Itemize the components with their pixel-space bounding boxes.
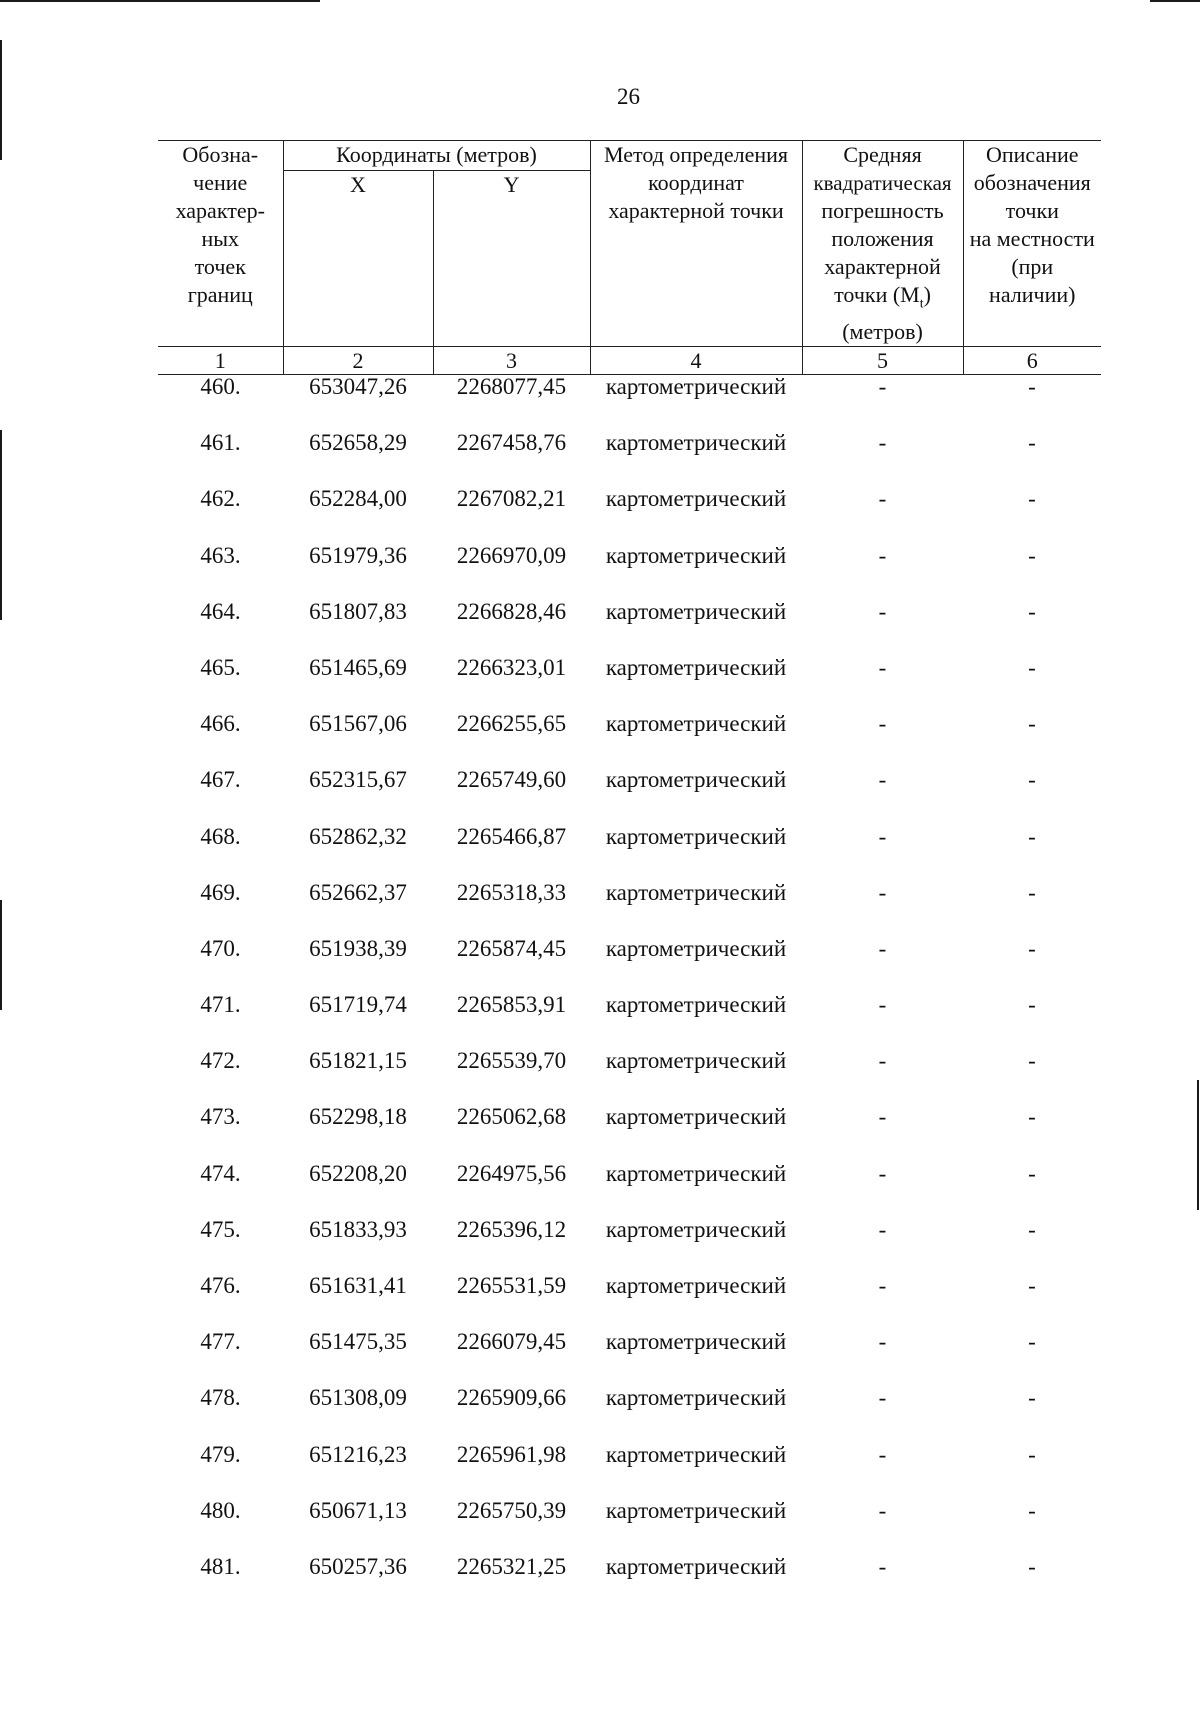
coord-x: 651631,41: [309, 1273, 407, 1298]
column-number-1: 1: [158, 347, 283, 375]
mean-error: -: [878, 935, 887, 961]
description: -: [1028, 1048, 1036, 1074]
coord-y: 2268077,45: [456, 374, 567, 399]
method: картометрический: [605, 654, 787, 680]
coord-x: 651938,39: [309, 935, 407, 961]
coord-y: 2265961,98: [456, 1441, 567, 1467]
description: -: [1028, 1385, 1036, 1411]
point-id: 475.: [200, 1216, 241, 1242]
table-row: [158, 814, 1101, 870]
table-row: [158, 757, 1101, 813]
header-mean-error: Средняя квадратическая погрешность положения характерной точки $(M_t)$ (метров): [802, 141, 963, 347]
coord-y: 2265909,66: [456, 1385, 567, 1411]
point-id: 467.: [200, 767, 241, 793]
point-id: 464.: [200, 598, 241, 624]
table-row: [158, 1544, 1101, 1600]
column-number-2: 2: [283, 347, 433, 375]
mean-error: -: [878, 1385, 887, 1411]
coord-y: 2265749,60: [456, 767, 567, 793]
header-x: X: [283, 171, 433, 347]
mean-error: -: [878, 1216, 887, 1242]
coord-x: 652298,18: [309, 1104, 407, 1130]
description: -: [1028, 1497, 1036, 1523]
description: -: [1028, 935, 1036, 961]
coord-x: 651308,09: [309, 1385, 407, 1411]
point-id: 463.: [200, 542, 241, 568]
coord-y: 2265062,68: [456, 1104, 567, 1130]
table-row: [158, 926, 1101, 982]
description: -: [1028, 992, 1036, 1018]
coord-y: 2265853,91: [456, 992, 567, 1018]
method: картометрический: [605, 542, 787, 568]
table-row: [158, 1038, 1101, 1094]
mean-error: -: [878, 654, 887, 680]
description: -: [1028, 879, 1036, 905]
mean-error: -: [878, 1273, 887, 1298]
point-id: 460.: [200, 374, 241, 399]
description: -: [1028, 1553, 1036, 1579]
method: картометрический: [605, 1273, 787, 1298]
coord-y: 2266828,46: [456, 598, 567, 624]
table-row: [158, 1094, 1101, 1150]
coord-y: 2266323,01: [456, 654, 567, 680]
method: картометрический: [605, 1441, 787, 1467]
table-row: [158, 1375, 1101, 1431]
header-y: Y: [433, 171, 590, 347]
coord-y: 2265318,33: [456, 879, 567, 905]
coord-y: 2266079,45: [456, 1329, 567, 1355]
table-row: [158, 533, 1101, 589]
description: -: [1028, 1273, 1036, 1298]
point-id: 471.: [200, 992, 241, 1018]
method: картометрический: [605, 1160, 787, 1186]
point-id: 478.: [200, 1385, 241, 1411]
point-id: 473.: [200, 1104, 241, 1130]
description: -: [1028, 430, 1036, 456]
mean-error: -: [878, 374, 887, 399]
point-id: 472.: [200, 1048, 241, 1074]
description: -: [1028, 374, 1036, 399]
table-row: [158, 1319, 1101, 1375]
column-number-5: 5: [802, 347, 963, 375]
mean-error: -: [878, 1553, 887, 1579]
description: -: [1028, 1441, 1036, 1467]
coord-x: 652862,32: [309, 823, 407, 849]
coord-y: 2267082,21: [456, 486, 567, 512]
point-id: 481.: [200, 1553, 241, 1579]
mean-error: -: [878, 1104, 887, 1130]
coord-x: 651979,36: [309, 542, 407, 568]
coord-y: 2265874,45: [456, 935, 567, 961]
method: картометрический: [605, 1216, 787, 1242]
mean-error: -: [878, 1160, 887, 1186]
coord-x: 652658,29: [309, 430, 407, 456]
table-row: [158, 1488, 1101, 1544]
coord-y: 2266255,65: [456, 711, 567, 737]
coord-x: 653047,26: [309, 374, 407, 399]
method: картометрический: [605, 935, 787, 961]
mean-error: -: [878, 542, 887, 568]
description: -: [1028, 1160, 1036, 1186]
point-id: 477.: [200, 1329, 241, 1355]
header-point-designation: Обозна- чение характер- ных точек границ: [158, 141, 283, 347]
coord-x: 650257,36: [309, 1553, 407, 1579]
point-id: 480.: [200, 1497, 241, 1523]
mean-error: -: [878, 711, 887, 737]
mean-error: -: [878, 598, 887, 624]
coord-x: 651216,23: [309, 1441, 407, 1467]
mean-error: -: [878, 1497, 887, 1523]
coord-x: 651719,74: [309, 992, 407, 1018]
column-number-6: 6: [963, 347, 1101, 375]
coord-x: 652662,37: [309, 879, 407, 905]
description: -: [1028, 767, 1036, 793]
coord-y: 2265531,59: [456, 1273, 567, 1298]
method: картометрический: [605, 486, 787, 512]
coord-x: 650671,13: [309, 1497, 407, 1523]
table-row: [158, 1207, 1101, 1263]
method: картометрический: [605, 1048, 787, 1074]
method: картометрический: [605, 823, 787, 849]
point-id: 470.: [200, 935, 241, 961]
coord-x: 651807,83: [309, 598, 407, 624]
table-row: [158, 701, 1101, 757]
coord-x: 651821,15: [309, 1048, 407, 1074]
point-id: 465.: [200, 654, 241, 680]
point-id: 462.: [200, 486, 241, 512]
point-id: 461.: [200, 430, 241, 456]
column-number-4: 4: [590, 347, 802, 375]
method: картометрический: [605, 1104, 787, 1130]
coord-y: 2265396,12: [456, 1216, 567, 1242]
description: -: [1028, 542, 1036, 568]
table-row: [158, 870, 1101, 926]
description: -: [1028, 486, 1036, 512]
method: картометрический: [605, 992, 787, 1018]
scan-edge-top-left: [0, 0, 320, 2]
method: картометрический: [605, 879, 787, 905]
method: картометрический: [605, 1329, 787, 1355]
point-id: 474.: [200, 1160, 241, 1186]
point-id: 468.: [200, 823, 241, 849]
scan-edge-left-2: [0, 430, 2, 620]
coord-x: 652208,20: [309, 1160, 407, 1186]
coord-x: 651465,69: [309, 654, 407, 680]
point-id: 476.: [200, 1273, 241, 1298]
method: картометрический: [605, 374, 787, 399]
method: картометрический: [605, 1497, 787, 1523]
point-id: 479.: [200, 1441, 241, 1467]
method: картометрический: [605, 1553, 787, 1579]
table-row: [158, 364, 1101, 420]
mean-error: -: [878, 430, 887, 456]
mean-error: -: [878, 879, 887, 905]
mean-error: -: [878, 767, 887, 793]
description: -: [1028, 711, 1036, 737]
coord-x: 651475,35: [309, 1329, 407, 1355]
description: -: [1028, 1104, 1036, 1130]
table-row: [158, 982, 1101, 1038]
coord-y: 2265750,39: [456, 1497, 567, 1523]
mean-error: -: [878, 1329, 887, 1355]
scan-edge-right: [1197, 1080, 1199, 1210]
coord-y: 2265321,25: [456, 1553, 567, 1579]
table-row: [158, 589, 1101, 645]
point-id: 469.: [200, 879, 241, 905]
description: -: [1028, 1216, 1036, 1242]
point-id: 466.: [200, 711, 241, 737]
table-row: [158, 645, 1101, 701]
coord-y: 2265466,87: [456, 823, 567, 849]
header-description: Описание обозначения точки на местности (при наличии): [963, 141, 1101, 347]
coordinates-table-body: [158, 364, 1101, 1600]
scan-edge-top-right: [1150, 0, 1200, 2]
coordinates-table-header: [158, 140, 1101, 375]
description: -: [1028, 823, 1036, 849]
mean-error: -: [878, 823, 887, 849]
coord-x: 652284,00: [309, 486, 407, 512]
mean-error: -: [878, 1048, 887, 1074]
table-row: [158, 476, 1101, 532]
mean-error: -: [878, 1441, 887, 1467]
table-row: [158, 1432, 1101, 1488]
method: картометрический: [605, 767, 787, 793]
description: -: [1028, 1329, 1036, 1355]
coord-x: 651567,06: [309, 711, 407, 737]
page-number: 26: [617, 84, 640, 109]
method: картометрический: [605, 598, 787, 624]
header-coordinates: Координаты (метров): [283, 141, 590, 171]
method: картометрический: [605, 1385, 787, 1411]
coord-x: 651833,93: [309, 1216, 407, 1242]
mean-error: -: [878, 992, 887, 1018]
column-number-3: 3: [433, 347, 590, 375]
mean-error: -: [878, 486, 887, 512]
table-row: [158, 1263, 1101, 1319]
method: картометрический: [605, 711, 787, 737]
coord-y: 2266970,09: [456, 542, 567, 568]
method: картометрический: [605, 430, 787, 456]
coord-y: 2265539,70: [456, 1048, 567, 1074]
description: -: [1028, 598, 1036, 624]
coord-y: 2267458,76: [456, 430, 567, 456]
header-method: Метод определения координат характерной точки: [590, 141, 802, 347]
coord-y: 2264975,56: [456, 1160, 567, 1186]
table-row: [158, 420, 1101, 476]
table-row: [158, 1151, 1101, 1207]
coord-x: 652315,67: [309, 767, 407, 793]
description: -: [1028, 654, 1036, 680]
scan-edge-left-3: [0, 900, 2, 1010]
